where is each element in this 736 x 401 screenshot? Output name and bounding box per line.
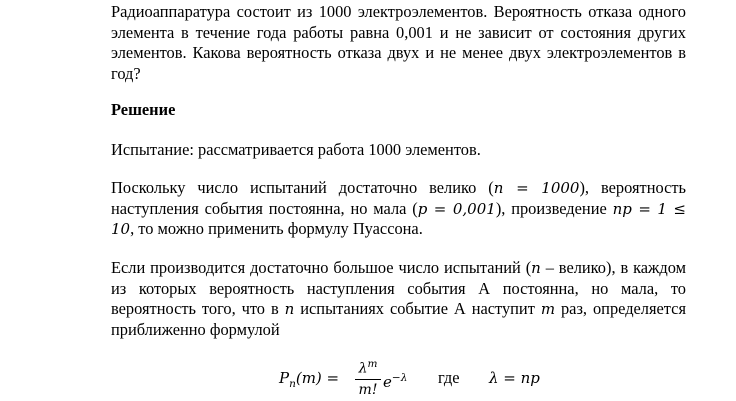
formula-lhs	[279, 368, 339, 395]
formula-exponential	[383, 368, 407, 393]
justification-text-4: , то можно применить формулу Пуассона.	[130, 219, 423, 238]
math-m: m	[540, 300, 556, 318]
formula-lambda: λ	[358, 360, 368, 377]
math-np-condition: np = 1 ≤ 10	[111, 199, 686, 238]
formula-p: P	[279, 369, 290, 387]
formula-argument: (m) =	[295, 369, 340, 387]
formula-numerator	[354, 354, 382, 379]
poisson-formula	[279, 354, 679, 399]
formula-fraction	[354, 354, 382, 400]
formula-lambda-definition: λ = np	[489, 369, 540, 387]
solution-heading: Решение	[111, 100, 176, 119]
intro-text-1: Если производится достаточно большое число испытаний (	[111, 258, 532, 277]
formula-e: e	[383, 373, 392, 392]
formula-numerator-exponent: m	[367, 358, 378, 370]
poisson-intro	[111, 258, 686, 340]
intro-text-4: раз, определяется приближенно формулой	[111, 299, 686, 339]
justification-text-1: Поскольку число испытаний достаточно велико (	[111, 178, 494, 197]
intro-text-3: испытаниях событие А наступит	[294, 299, 541, 318]
math-n-equals-1000: n = 1000	[493, 179, 580, 197]
formula-denominator: m!	[358, 381, 378, 398]
justification-text-2: ), вероятность наступления события постоянна, но мала (	[111, 178, 686, 218]
justification-text-3: ), произведение	[495, 198, 613, 218]
math-p-equals: p = 0,001	[417, 199, 496, 218]
formula-e-exponent: −λ	[391, 372, 408, 384]
intro-text-2: – велико), в каждом из которых вероятность наступления события А постоянна, но мала, то вероятность того, что в	[111, 258, 686, 318]
formula-where-word: где	[438, 368, 460, 387]
formula-n-subscript: n	[289, 378, 296, 391]
poisson-justification	[111, 178, 686, 240]
math-n-2: n	[284, 300, 295, 318]
math-n: n	[531, 259, 541, 277]
trial-description: Испытание: рассматривается работа 1000 элементов.	[111, 140, 481, 159]
problem-statement: Радиоаппаратура состоит из 1000 электроэлементов. Вероятность отказа одного элемента в течение года работы равна 0,001 и не зависит от состояния других элементов. Какова вероятность отказа двух и не менее двух электроэлементов в год?	[111, 2, 686, 83]
